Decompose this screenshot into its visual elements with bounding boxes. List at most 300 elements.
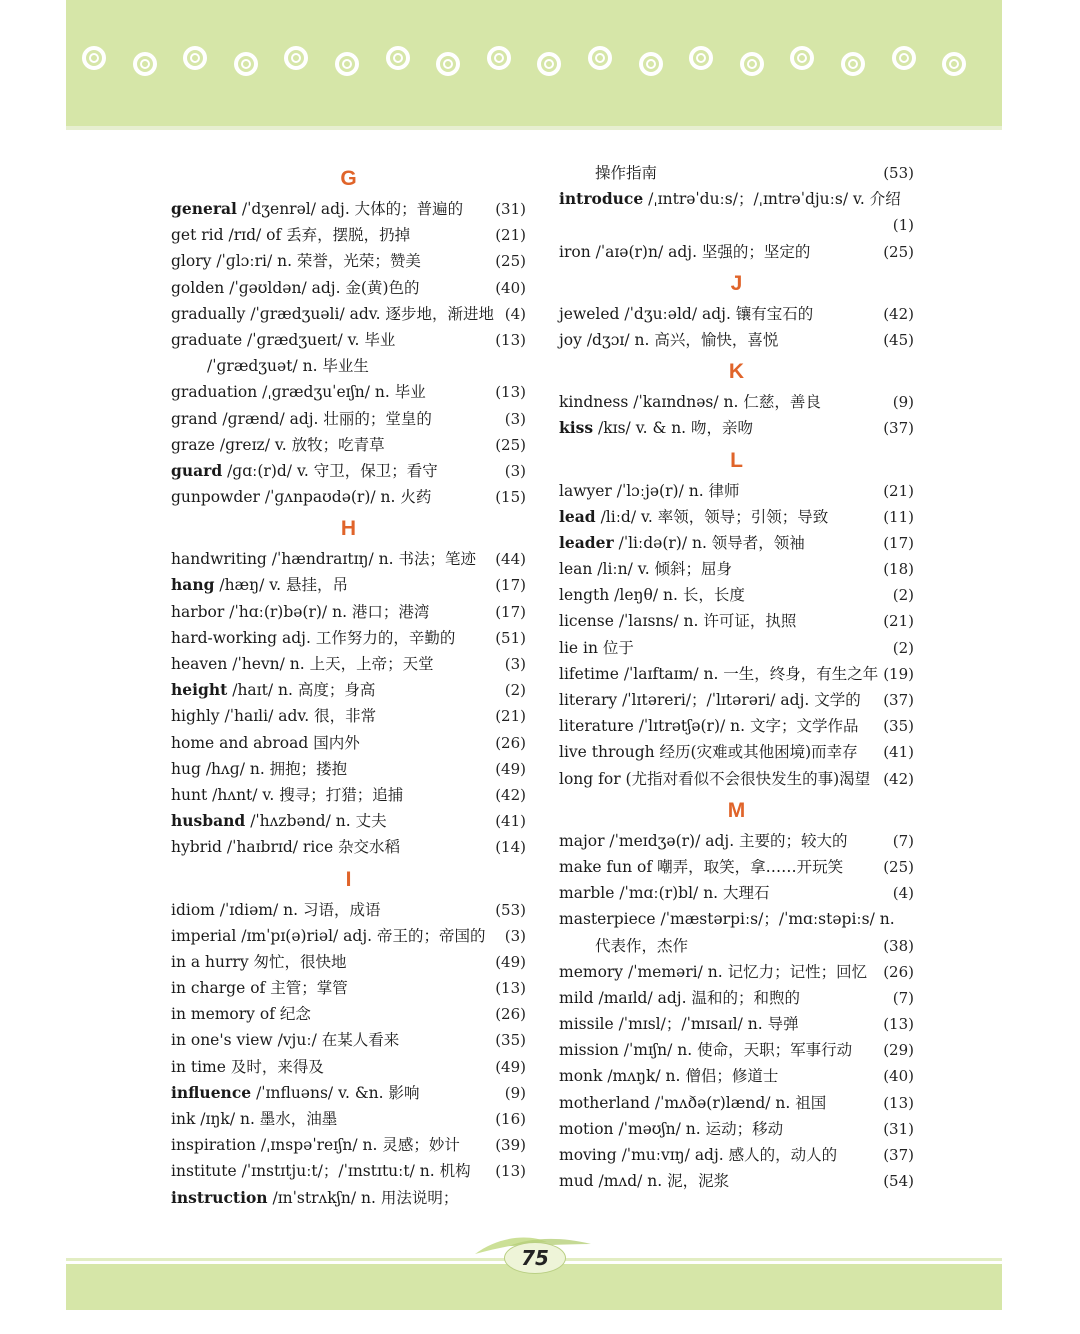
entry-headword: gradually	[171, 304, 246, 323]
circle-ring-icon	[487, 46, 511, 70]
entry-page-ref: (21)	[495, 226, 526, 245]
glossary-entry	[171, 782, 526, 808]
glossary-entry	[171, 248, 526, 274]
glossary-entry	[559, 327, 914, 353]
entry-definition: /ˈɡlɔːri/ n. 荣誉，光荣；赞美	[211, 252, 421, 271]
entry-definition: /ˈhændraɪtɪŋ/ n. 书法；笔迹	[266, 550, 476, 569]
entry-definition: /ˈɪdiəm/ n. 习语，成语	[214, 900, 381, 919]
entry-headword: graduate	[171, 330, 243, 349]
entry-definition: /leŋθ/ n. 长，长度	[609, 586, 745, 605]
entry-definition: /ɪŋk/ n. 墨水，油墨	[195, 1110, 338, 1128]
entry-definition: /liːd/ v. 率领，领导；引领；导致	[595, 507, 829, 526]
glossary-entry	[559, 1011, 914, 1037]
entry-headword: general	[171, 199, 237, 218]
entry-headword: literature	[559, 717, 634, 736]
entry-definition: /ɡreɪz/ v. 放牧；吃青草	[214, 435, 385, 454]
page-number-badge	[504, 1238, 564, 1274]
entry-page-ref: (38)	[883, 936, 914, 955]
entry-definition: /ˈmæstərpiːs/；/ˈmɑːstəpiːs/ n.	[655, 910, 895, 929]
entry-headword: highly	[171, 707, 220, 726]
circle-ring-icon	[841, 52, 865, 76]
entry-headword: joy	[559, 330, 582, 349]
entry-headword: mission	[559, 1041, 619, 1060]
circle-ring-icon	[537, 52, 561, 76]
entry-headword: lawyer	[559, 481, 612, 500]
dictionary-page	[66, 0, 1002, 1310]
entry-definition: /ˈlɪtəreri/；/ˈlɪtərəri/ adj. 文学的	[617, 691, 861, 709]
glossary-entry	[559, 713, 914, 739]
entry-definition: /ˈlaɪftaɪm/ n. 一生，终身，有生之年	[618, 664, 879, 683]
entry-headword: harbor	[171, 602, 225, 621]
entry-page-ref: (54)	[883, 1172, 914, 1191]
entry-page-ref: (1)	[892, 216, 914, 235]
entry-page-ref: (41)	[883, 743, 914, 762]
entry-page-ref: (4)	[504, 304, 526, 323]
entry-definition: /ˈɡəʊldən/ adj. 金(黄)色的	[224, 278, 420, 297]
entry-headword: leader	[559, 532, 614, 552]
circle-ring-icon	[942, 52, 966, 76]
glossary-column-left	[171, 160, 526, 1211]
entry-headword: in charge of	[171, 979, 266, 998]
circle-ring-icon	[82, 46, 106, 70]
entry-definition: /rɪd/ of 丢弃，摆脱，扔掉	[223, 226, 411, 245]
entry-headword: masterpiece	[559, 910, 656, 929]
entry-definition: /vjuː/ 在某人看来	[272, 1031, 400, 1050]
entry-page-ref: (13)	[883, 1093, 914, 1112]
entry-headword: mild	[559, 988, 594, 1007]
entry-definition: 匆忙，很快地	[248, 952, 347, 971]
entry-page-ref: (37)	[883, 419, 914, 438]
entry-page-ref: (49)	[495, 1057, 526, 1076]
entry-headword: lead	[559, 506, 596, 526]
entry-headword: hard-working	[171, 628, 278, 647]
entry-headword: motherland	[559, 1093, 650, 1112]
entry-headword: in memory of	[171, 1005, 275, 1024]
section-letter: J	[730, 271, 743, 295]
glossary-entry	[171, 484, 526, 510]
entry-headword: license	[559, 612, 614, 631]
glossary-entry	[559, 1063, 914, 1089]
glossary-entry	[559, 766, 914, 792]
entry-page-ref: (40)	[883, 1067, 914, 1086]
glossary-entry	[559, 933, 914, 959]
section-letter: I	[345, 867, 352, 891]
circle-ring-icon	[183, 46, 207, 70]
entry-definition: adj. 工作努力的，辛勤的	[277, 628, 456, 647]
circle-ring-icon	[234, 52, 258, 76]
entry-definition: /ˈaɪə(r)n/ adj. 坚强的；坚定的	[590, 242, 811, 261]
entry-definition: /ˈlaɪsns/ n. 许可证，执照	[613, 612, 797, 631]
glossary-entry	[559, 739, 914, 765]
entry-page-ref: (35)	[883, 717, 914, 736]
entry-page-ref: (26)	[495, 733, 526, 752]
glossary-entry	[559, 1168, 914, 1194]
entry-headword: inspiration	[171, 1136, 256, 1155]
section-letter: M	[727, 798, 746, 822]
entry-page-ref: (13)	[495, 979, 526, 998]
entry-page-ref: (37)	[883, 691, 914, 709]
entry-page-ref: (42)	[883, 769, 914, 788]
glossary-entry	[559, 959, 914, 985]
entry-definition: /ˈhaɪbrɪd/ rice 杂交水稻	[221, 838, 401, 857]
entry-page-ref: (11)	[883, 507, 914, 526]
entry-headword: golden	[171, 278, 225, 297]
entry-headword: monk	[559, 1067, 603, 1086]
entry-page-ref: (37)	[883, 1146, 914, 1164]
entry-page-ref: (39)	[495, 1136, 526, 1155]
entry-definition: /ˈmɪsl/；/ˈmɪsaɪl/ n. 导弹	[613, 1015, 799, 1034]
entry-headword: kiss	[559, 418, 594, 438]
circle-ring-icon	[436, 52, 460, 76]
glossary-entry	[171, 949, 526, 975]
entry-definition: /ˈhevn/ n. 上天，上帝；天堂	[227, 655, 434, 673]
entry-definition: /liːn/ v. 倾斜；屈身	[592, 560, 733, 579]
entry-definition: /mʌŋk/ n. 僧侣；修道士	[602, 1067, 779, 1086]
entry-page-ref: (3)	[504, 461, 526, 480]
entry-headword: in one's view	[171, 1031, 273, 1050]
glossary-entry	[559, 880, 914, 906]
entry-headword: guard	[171, 460, 223, 480]
entry-definition: /ˈɡrædʒueɪt/ v. 毕业	[242, 330, 396, 349]
entry-page-ref: (44)	[495, 550, 526, 569]
glossary-entry	[171, 353, 526, 379]
entry-definition: /ˈdʒenrəl/ adj. 大体的；普遍的	[236, 200, 464, 218]
glossary-entry	[171, 1106, 526, 1132]
entry-definition: /ɡrænd/ adj. 壮丽的；堂皇的	[217, 409, 432, 428]
entry-definition: /ˌɡrædʒuˈeɪʃn/ n. 毕业	[257, 383, 426, 402]
entry-page-ref: (31)	[495, 200, 526, 218]
glossary-entry	[559, 160, 914, 186]
entry-headword: lifetime	[559, 664, 619, 683]
entry-headword: idiom	[171, 900, 215, 919]
glossary-entry	[171, 1132, 526, 1158]
entry-headword: kindness	[559, 393, 629, 412]
entry-definition: /ˈkaɪndnəs/ n. 仁慈，善良	[628, 393, 821, 412]
entry-definition: 纪念	[274, 1005, 311, 1024]
entry-page-ref: (42)	[883, 304, 914, 323]
entry-definition: 嘲弄，取笑，拿……开玩笑	[652, 857, 844, 876]
entry-page-ref: (35)	[495, 1031, 526, 1050]
entry-page-ref: (2)	[892, 586, 914, 605]
circle-ring-icon	[790, 46, 814, 70]
glossary-entry	[171, 432, 526, 458]
entry-definition: 操作指南	[595, 164, 658, 182]
entry-headword: influence	[171, 1082, 252, 1102]
entry-page-ref: (13)	[495, 383, 526, 402]
glossary-entry	[171, 923, 526, 949]
entry-definition: /ˈmɪʃn/ n. 使命，天职；军事行动	[618, 1041, 853, 1060]
entry-definition: /ˈhaɪli/ adv. 很，非常	[219, 707, 377, 726]
entry-definition: /ˈliːdə(r)/ n. 领导者，领袖	[613, 533, 805, 552]
entry-definition: /ˈmuːvɪŋ/ adj. 感人的，动人的	[616, 1146, 838, 1164]
entry-headword: in a hurry	[171, 952, 249, 971]
entry-page-ref: (25)	[495, 435, 526, 454]
entry-definition: /ˈɪnfluəns/ v. &n. 影响	[251, 1083, 420, 1102]
glossary-entry	[171, 546, 526, 572]
entry-definition: 国内外	[308, 733, 360, 752]
entry-headword: ink	[171, 1110, 196, 1128]
header-divider	[66, 126, 1002, 130]
glossary-entry	[559, 1116, 914, 1142]
entry-headword: long for	[559, 769, 621, 788]
entry-page-ref: (40)	[495, 278, 526, 297]
circle-ring-icon	[740, 52, 764, 76]
entry-definition: /hʌnt/ v. 搜寻；打猎；追捕	[207, 785, 404, 804]
circle-ring-icon	[689, 46, 713, 70]
circle-ring-icon	[386, 46, 410, 70]
glossary-entry	[171, 625, 526, 651]
circle-ring-icon	[588, 46, 612, 70]
glossary-entry	[171, 1185, 526, 1211]
entry-definition: /ˈmeməri/ n. 记忆力；记性；回忆	[623, 962, 868, 981]
entry-definition: 及时，来得及	[225, 1057, 324, 1076]
circle-ring-icon	[892, 46, 916, 70]
glossary-entry	[171, 406, 526, 432]
entry-page-ref: (53)	[495, 900, 526, 919]
entry-definition: /ɪmˈpɪ(ə)riəl/ adj. 帝王的；帝国的	[236, 926, 486, 945]
glossary-entry	[171, 756, 526, 782]
entry-page-ref: (9)	[504, 1083, 526, 1102]
entry-headword: graze	[171, 435, 215, 454]
entry-definition: /ɡɑː(r)d/ v. 守卫，保卫；看守	[222, 461, 438, 480]
glossary-entry	[171, 458, 526, 484]
entry-definition: /dʒɔɪ/ n. 高兴，愉快，喜悦	[581, 330, 779, 349]
glossary-entry	[559, 186, 914, 212]
entry-page-ref: (49)	[495, 952, 526, 971]
entry-headword: get rid	[171, 226, 224, 245]
glossary-entry	[171, 834, 526, 860]
entry-page-ref: (25)	[883, 242, 914, 261]
glossary-entry	[171, 897, 526, 923]
entry-headword: hybrid	[171, 838, 222, 857]
glossary-entry	[559, 301, 914, 327]
entry-page-ref: (17)	[495, 602, 526, 621]
entry-headword: moving	[559, 1146, 617, 1164]
entry-page-ref: (3)	[504, 926, 526, 945]
entry-headword: heaven	[171, 655, 228, 673]
entry-page-ref: (15)	[495, 488, 526, 507]
entry-headword: motion	[559, 1119, 614, 1138]
glossary-entry	[559, 906, 914, 932]
glossary-entry	[559, 985, 914, 1011]
entry-headword: introduce	[559, 189, 644, 209]
entry-definition: /ˌɪntrəˈduːs/；/ˌɪntrəˈdjuːs/ v. 介绍	[643, 190, 901, 209]
entry-page-ref: (14)	[495, 838, 526, 857]
entry-definition: /hʌɡ/ n. 拥抱；搂抱	[200, 759, 348, 778]
glossary-entry	[171, 572, 526, 598]
entry-definition: /ˈhʌzbənd/ n. 丈夫	[245, 812, 387, 831]
glossary-entry	[559, 854, 914, 880]
header-ring-row	[66, 0, 1002, 126]
circle-ring-icon	[335, 52, 359, 76]
entry-page-ref: (4)	[892, 884, 914, 903]
entry-page-ref: (41)	[495, 812, 526, 831]
glossary-entry	[171, 730, 526, 756]
entry-page-ref: (42)	[495, 785, 526, 804]
entry-page-ref: (17)	[883, 533, 914, 552]
glossary-entry	[171, 703, 526, 729]
circle-ring-icon	[133, 52, 157, 76]
glossary-entry	[559, 556, 914, 582]
glossary-entry	[559, 212, 914, 238]
entry-page-ref: (26)	[883, 962, 914, 981]
entry-headword: gunpowder	[171, 488, 260, 507]
entry-headword: home and abroad	[171, 733, 309, 752]
entry-definition: /ˈhɑː(r)bə(r)/ n. 港口；港湾	[224, 602, 430, 621]
entry-page-ref: (9)	[892, 393, 914, 412]
entry-page-ref: (51)	[495, 628, 526, 647]
glossary-entry	[559, 635, 914, 661]
glossary-entry	[559, 1090, 914, 1116]
entry-page-ref: (13)	[883, 1015, 914, 1034]
entry-definition: /ˈmʌðə(r)lænd/ n. 祖国	[649, 1093, 827, 1112]
entry-page-ref: (53)	[883, 164, 914, 182]
glossary-entry	[171, 301, 526, 327]
glossary-entry	[559, 478, 914, 504]
entry-definition: /ˈɪnstɪtjuːt/；/ˈɪnstɪtuːt/ n. 机构	[236, 1162, 471, 1181]
glossary-entry	[171, 1080, 526, 1106]
section-letter: H	[340, 517, 357, 541]
entry-page-ref: (21)	[883, 481, 914, 500]
entry-page-ref: (31)	[883, 1119, 914, 1138]
glossary-entry	[171, 677, 526, 703]
glossary-entry	[559, 239, 914, 265]
entry-page-ref: (26)	[495, 1005, 526, 1024]
entry-definition: /ˈɡrædʒuəli/ adv. 逐步地，渐进地	[245, 304, 495, 323]
entry-definition: /ɪnˈstrʌkʃn/ n. 用法说明；	[267, 1188, 459, 1207]
entry-definition: /maɪld/ adj. 温和的；和煦的	[593, 988, 800, 1007]
glossary-entry	[559, 1037, 914, 1063]
glossary-entry	[171, 808, 526, 834]
entry-headword: literary	[559, 691, 618, 709]
entry-headword: hang	[171, 575, 215, 595]
glossary-column-right	[559, 160, 914, 1194]
section-letter: L	[730, 448, 743, 472]
entry-definition: /ˈdʒuːəld/ adj. 镶有宝石的	[619, 304, 814, 323]
entry-page-ref: (29)	[883, 1041, 914, 1060]
entry-definition: /ˈməʊʃn/ n. 运动；移动	[613, 1119, 784, 1138]
entry-headword: hunt	[171, 785, 208, 804]
entry-headword: lie in	[559, 638, 598, 657]
entry-page-ref: (21)	[495, 707, 526, 726]
entry-headword: grand	[171, 409, 218, 428]
entry-page-ref: (18)	[883, 560, 914, 579]
entry-page-ref: (25)	[495, 252, 526, 271]
entry-headword: imperial	[171, 926, 237, 945]
entry-definition: 代表作，杰作	[595, 936, 689, 955]
entry-page-ref: (3)	[504, 655, 526, 673]
entry-page-ref: (2)	[892, 638, 914, 657]
glossary-entry	[171, 1054, 526, 1080]
entry-headword: graduation	[171, 383, 258, 402]
glossary-entry	[559, 415, 914, 441]
glossary-entry	[171, 975, 526, 1001]
entry-headword: marble	[559, 884, 615, 903]
entry-definition: /ˈlɪtrətʃə(r)/ n. 文字；文学作品	[633, 717, 859, 736]
entry-headword: instruction	[171, 1187, 268, 1207]
entry-definition: /kɪs/ v. & n. 吻，亲吻	[593, 419, 754, 438]
entry-page-ref: (19)	[883, 664, 914, 683]
entry-headword: husband	[171, 811, 246, 831]
entry-definition: 经历(灾难或其他困境)而幸存	[654, 743, 858, 762]
entry-headword: major	[559, 831, 605, 850]
entry-headword: glory	[171, 252, 212, 271]
entry-page-ref: (16)	[495, 1110, 526, 1128]
entry-definition: /ˌɪnspəˈreɪʃn/ n. 灵感；妙计	[255, 1136, 460, 1155]
glossary-entry	[171, 599, 526, 625]
entry-headword: handwriting	[171, 550, 267, 569]
entry-headword: iron	[559, 242, 591, 261]
glossary-entry	[171, 196, 526, 222]
entry-definition: (尤指对看似不会很快发生的事)渴望	[620, 769, 871, 788]
entry-headword: memory	[559, 962, 624, 981]
entry-definition: /ˈmɑː(r)bl/ n. 大理石	[614, 884, 770, 903]
glossary-entry	[171, 327, 526, 353]
entry-definition: 主管；掌管	[265, 979, 348, 998]
glossary-entry	[559, 389, 914, 415]
entry-definition: /ˈɡrædʒuət/ n. 毕业生	[207, 357, 369, 376]
entry-definition: /ˈɡʌnpaʊdə(r)/ n. 火药	[259, 488, 432, 507]
entry-headword: hug	[171, 759, 201, 778]
entry-definition: /mʌd/ n. 泥，泥浆	[593, 1172, 730, 1191]
entry-headword: live through	[559, 743, 655, 762]
glossary-entry	[559, 582, 914, 608]
glossary-entry	[171, 1001, 526, 1027]
glossary-entry	[559, 530, 914, 556]
entry-definition: /ˈmeɪdʒə(r)/ adj. 主要的；较大的	[604, 831, 848, 850]
section-letter: G	[340, 167, 357, 190]
glossary-entry	[171, 222, 526, 248]
entry-definition: /haɪt/ n. 高度；身高	[227, 681, 376, 700]
entry-page-ref: (3)	[504, 409, 526, 428]
glossary-entry	[559, 1142, 914, 1168]
glossary-entry	[171, 651, 526, 677]
entry-headword: length	[559, 586, 610, 605]
entry-page-ref: (7)	[892, 831, 914, 850]
entry-definition: 位于	[597, 638, 634, 657]
circle-ring-icon	[284, 46, 308, 70]
entry-page-ref: (49)	[495, 759, 526, 778]
entry-definition: /ˈlɔːjə(r)/ n. 律师	[611, 481, 740, 500]
glossary-entry	[559, 504, 914, 530]
glossary-entry	[171, 275, 526, 301]
entry-definition: /hæŋ/ v. 悬挂，吊	[214, 576, 349, 595]
entry-page-ref: (13)	[495, 1162, 526, 1181]
entry-page-ref: (13)	[495, 330, 526, 349]
entry-headword: jeweled	[559, 304, 620, 323]
entry-page-ref: (25)	[883, 857, 914, 876]
entry-page-ref: (2)	[504, 681, 526, 700]
entry-headword: make fun of	[559, 857, 653, 876]
glossary-entry	[559, 687, 914, 713]
glossary-entry	[171, 1027, 526, 1053]
glossary-entry	[171, 1158, 526, 1184]
circle-ring-icon	[639, 52, 663, 76]
entry-page-ref: (17)	[495, 576, 526, 595]
entry-headword: lean	[559, 560, 593, 579]
section-letter: K	[728, 360, 745, 384]
entry-headword: in time	[171, 1057, 226, 1076]
entry-page-ref: (7)	[892, 988, 914, 1007]
glossary-entry	[559, 828, 914, 854]
glossary-entry	[171, 379, 526, 405]
entry-headword: institute	[171, 1162, 237, 1181]
entry-headword: mud	[559, 1172, 594, 1191]
page-number: 75	[504, 1242, 566, 1274]
entry-headword: height	[171, 680, 228, 700]
glossary-entry	[559, 661, 914, 687]
entry-page-ref: (45)	[883, 330, 914, 349]
